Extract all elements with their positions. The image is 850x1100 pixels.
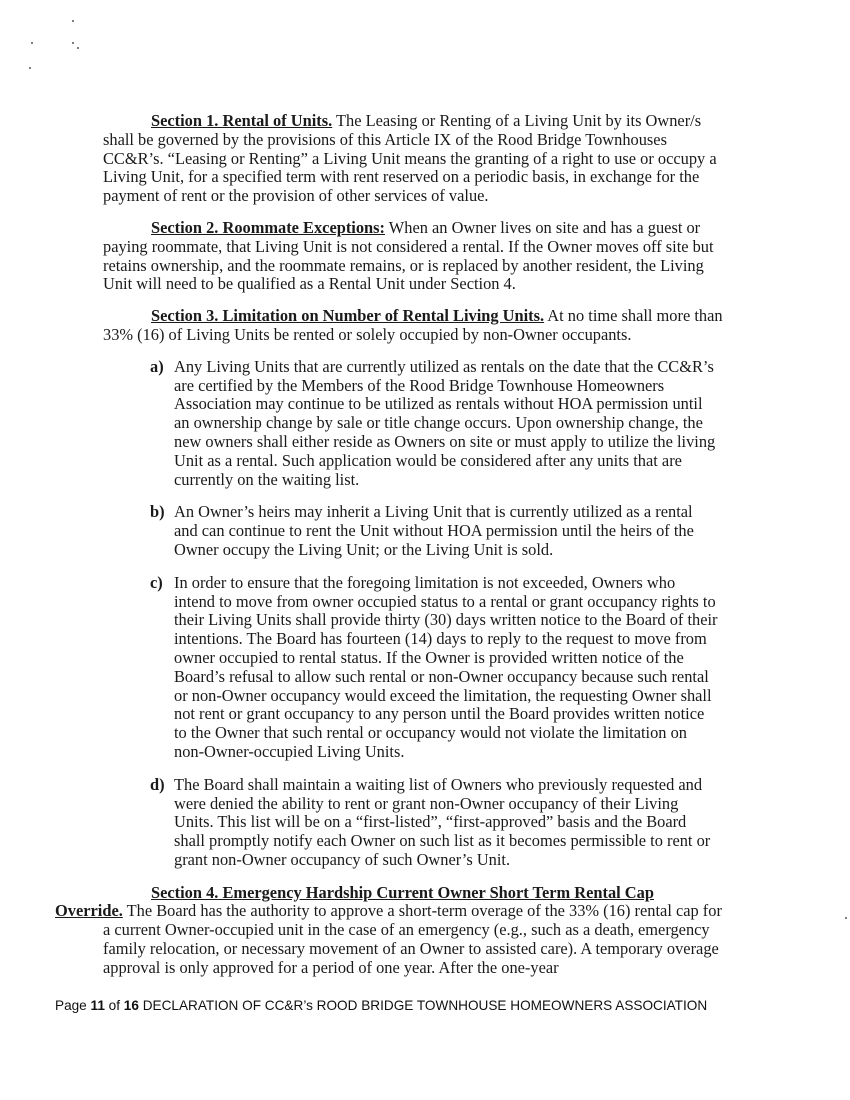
scan-speck — [29, 67, 31, 69]
footer-title: DECLARATION OF CC&R’s ROOD BRIDGE TOWNHOUSE HOMEOWNERS ASSOCIATION — [138, 998, 708, 1013]
list-item-marker: d) — [150, 774, 165, 794]
list-item-marker: b) — [150, 502, 165, 522]
footer-page-of: of — [104, 998, 124, 1013]
footer-page-prefix: Page — [55, 998, 91, 1013]
section-3-title: Section 3. Limitation on Number of Rental Living Units. — [151, 306, 545, 326]
list-item-text: Any Living Units that are currently utilized as rentals on the date that the CC&R’s are certified by the Members of the Rood Bridge Townhouse Homeowners Association may continue to be utilized as rentals without HOA permission until an ownership change by sale or title change occurs. Upon ownership change, the new owners shall either reside as Owners on site or must apply to utilize the living Unit as a rental. Such application would be considered after any units that are currently on the waiting list. — [174, 356, 716, 489]
scan-speck — [77, 47, 79, 49]
list-item — [103, 574, 720, 762]
list-item-marker: c) — [150, 572, 163, 592]
page-footer — [55, 998, 707, 1013]
document-body — [55, 111, 723, 991]
list-item — [103, 358, 720, 490]
list-item-text: In order to ensure that the foregoing limitation is not exceeded, Owners who intend to move from owner occupied status to a rental or grant occupancy rights to their Living Units shall provide thirty (30) days written notice to the Board of their intentions. The Board has fourteen (14) days to reply to the request to move from owner occupied to rental status. If the Owner is provided written notice of the Board’s refusal to allow such rental or non-Owner occupancy because such rental or non-Owner occupancy would exceed the limitation, the requesting Owner shall not rent or grant occupancy to any person until the Board provides written notice to the Owner that such rental or occupancy would not violate the limitation on non-Owner-occupied Living Units. — [174, 572, 718, 761]
section-4-title-continued: Override. — [55, 901, 123, 921]
section-2 — [103, 219, 723, 294]
section-3-body: At no time shall more than 33% (16) of Living Units be rented or solely occupied by non-Owner occupants. — [103, 306, 723, 344]
section-4-body: The Board has the authority to approve a short-term overage of the 33% (16) rental cap for a current Owner-occupied unit in the case of an emergency (e.g., such as a death, emergency family relocation, or necessary movement of an Owner to assisted care). A temporary overage approval is only approved for a period of one year. After the one-year — [103, 901, 722, 977]
list-item-text: The Board shall maintain a waiting list of Owners who previously requested and were denied the ability to rent or grant non-Owner occupancy of their Living Units. This list will be on a “first-listed”, “first-approved” basis and the Board shall promptly notify each Owner on such list as it becomes permissible to rent or grant non-Owner occupancy of such Owner’s Unit. — [174, 774, 711, 869]
scan-speck — [31, 42, 33, 44]
section-4 — [55, 882, 723, 978]
list-item-marker: a) — [150, 356, 164, 376]
section-1-body: The Leasing or Renting of a Living Unit by its Owner/s shall be governed by the provisions of this Article IX of the Rood Bridge Townhouses CC&R’s. “Leasing or Renting” a Living Unit means the granting of a right to use or occupy a Living Unit, for a specified term with rent reserved on a periodic basis, in exchange for the payment of rent or the provision of other services of value. — [103, 111, 717, 206]
scan-speck — [72, 20, 74, 22]
scan-speck — [845, 917, 847, 919]
scan-speck — [72, 42, 74, 44]
section-2-title: Section 2. Roommate Exceptions: — [151, 217, 385, 237]
list-item-text: An Owner’s heirs may inherit a Living Unit that is currently utilized as a rental and can continue to rent the Unit without HOA permission until the heirs of the Owner occupy the Living Unit; or the Living Unit is sold. — [174, 502, 694, 559]
section-4-title: Section 4. Emergency Hardship Current Owner Short Term Rental Cap — [151, 882, 654, 902]
footer-page-total: 16 — [123, 998, 139, 1013]
section-1 — [103, 112, 723, 206]
section-2-body: When an Owner lives on site and has a guest or paying roommate, that Living Unit is not considered a rental. If the Owner moves off site but retains ownership, and the roommate remains, or is replaced by another resident, the Living Unit will need to be qualified as a Rental Unit under Section 4. — [103, 217, 714, 294]
list-item — [103, 503, 720, 559]
section-3 — [103, 307, 723, 345]
footer-page-number: 11 — [90, 998, 105, 1013]
section-1-title: Section 1. Rental of Units. — [151, 111, 333, 130]
list-item — [103, 776, 720, 870]
section-3-list — [103, 358, 723, 870]
